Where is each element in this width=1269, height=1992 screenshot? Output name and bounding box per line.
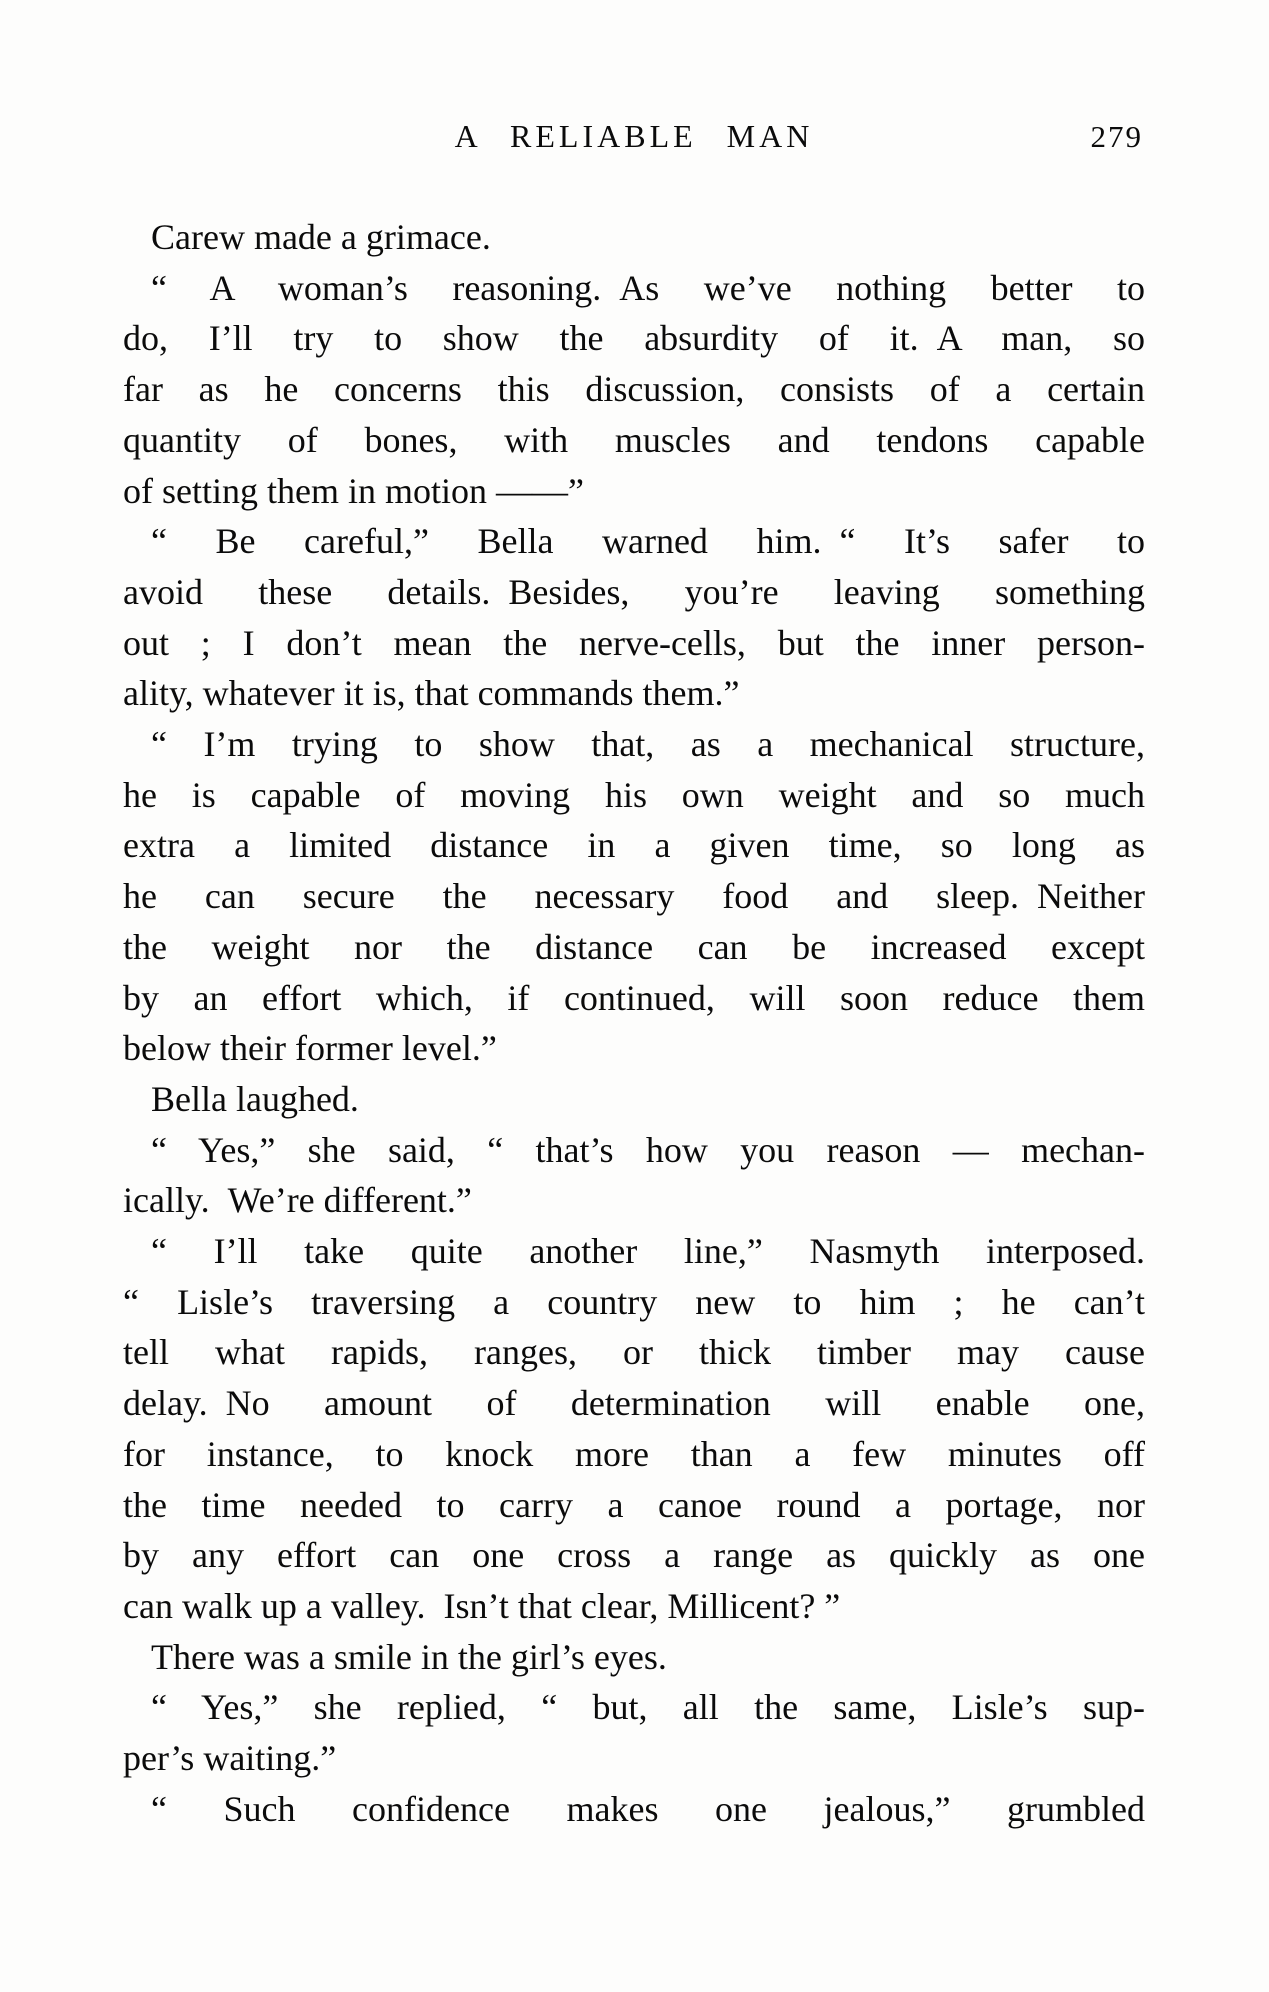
text-line: “ Lisle’s traversing a country new to him ; he can’t (123, 1281, 1145, 1322)
text-line: “ I’m trying to show that, as a mechanical structure, (151, 724, 1145, 765)
text-line: “ I’ll take quite another line,” Nasmyth interposed. (151, 1231, 1145, 1272)
text-line: for instance, to knock more than a few minutes off (123, 1433, 1145, 1474)
text-line: out ; I don’t mean the nerve-cells, but the inner person- (123, 622, 1145, 663)
text-line: by an effort which, if continued, will soon reduce them (123, 977, 1145, 1018)
text-line: There was a smile in the girl’s eyes. (151, 1636, 667, 1677)
text-line: the weight nor the distance can be increased except (123, 926, 1145, 967)
text-line: “ A woman’s reasoning. As we’ve nothing better to (151, 267, 1145, 308)
page-body (123, 212, 1145, 1835)
text-line: “ Yes,” she said, “ that’s how you reason — mechan- (151, 1129, 1145, 1170)
text-line: “ Yes,” she replied, “ but, all the same, Lisle’s sup- (151, 1687, 1145, 1728)
text-line: by any effort can one cross a range as quickly as one (123, 1535, 1145, 1576)
text-line: delay. No amount of determination will enable one, (123, 1383, 1145, 1424)
text-line: ically. We’re different.” (123, 1180, 472, 1221)
page-number: 279 (1090, 119, 1143, 154)
text-line: of setting them in motion ——” (123, 470, 584, 511)
text-line: “ Such confidence makes one jealous,” grumbled (151, 1788, 1145, 1829)
text-line: avoid these details. Besides, you’re leaving something (123, 571, 1145, 612)
text-line: Bella laughed. (151, 1078, 359, 1119)
text-line: Carew made a grimace. (151, 217, 491, 257)
text-line: he is capable of moving his own weight and so much (123, 774, 1145, 815)
text-line: far as he concerns this discussion, consists of a certain (123, 369, 1145, 410)
text-line: tell what rapids, ranges, or thick timber may cause (123, 1332, 1145, 1373)
text-line: do, I’ll try to show the absurdity of it. A man, so (123, 318, 1145, 359)
page-header (123, 118, 1145, 162)
text-line: can walk up a valley. Isn’t that clear, Millicent? ” (123, 1585, 841, 1626)
text-line: below their former level.” (123, 1028, 497, 1069)
text-line: “ Be careful,” Bella warned him. “ It’s safer to (151, 521, 1145, 562)
running-title: A RELIABLE MAN (454, 118, 814, 154)
text-line: he can secure the necessary food and sleep. Neither (123, 876, 1145, 917)
text-line: the time needed to carry a canoe round a portage, nor (123, 1484, 1145, 1525)
text-line: quantity of bones, with muscles and tendons capable (123, 419, 1145, 460)
text-line: extra a limited distance in a given time, so long as (123, 825, 1145, 866)
text-line: per’s waiting.” (123, 1738, 337, 1779)
text-line: ality, whatever it is, that commands them.” (123, 673, 740, 714)
